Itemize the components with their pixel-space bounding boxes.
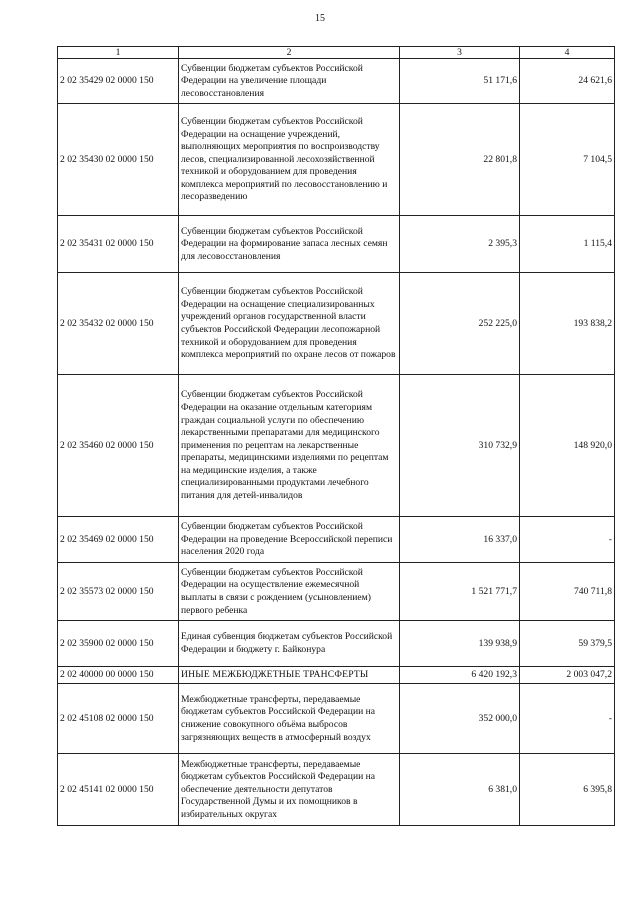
column-header-1: 1 — [58, 47, 179, 59]
value-col-3: 6 381,0 — [400, 754, 520, 826]
value-col-3: 139 938,9 — [400, 621, 520, 667]
budget-table — [57, 46, 615, 826]
table-row — [58, 621, 615, 667]
table-row — [58, 754, 615, 826]
column-header-4: 4 — [520, 47, 615, 59]
budget-code: 2 02 35430 02 0000 150 — [58, 104, 179, 216]
value-col-4: 7 104,5 — [520, 104, 615, 216]
value-col-3: 252 225,0 — [400, 273, 520, 375]
table-row — [58, 104, 615, 216]
budget-code: 2 02 35432 02 0000 150 — [58, 273, 179, 375]
item-name: Субвенции бюджетам субъектов Российской Федерации на осуществление ежемесячной выплаты в связи с рождением (усыновлением) первого ребенка — [179, 563, 400, 621]
section-row — [58, 667, 615, 684]
item-name: Межбюджетные трансферты, передаваемые бюджетам субъектов Российской Федерации на обеспечение деятельности депутатов Государственной Думы и их помощников в избирательных округах — [179, 754, 400, 826]
budget-code: 2 02 35900 02 0000 150 — [58, 621, 179, 667]
value-col-4: - — [520, 517, 615, 563]
value-col-3: 22 801,8 — [400, 104, 520, 216]
value-col-3: 352 000,0 — [400, 684, 520, 754]
budget-code: 2 02 35469 02 0000 150 — [58, 517, 179, 563]
item-name: Субвенции бюджетам субъектов Российской Федерации на оснащение учреждений, выполняющих мероприятия по воспроизводству лесов, специализированной лесохозяйственной техникой и оборудованием для проведения комплекса мероприятий по лесовосстановлению и лесоразведению — [179, 104, 400, 216]
budget-code: 2 02 35460 02 0000 150 — [58, 375, 179, 517]
item-name: Субвенции бюджетам субъектов Российской Федерации на оснащение специализированных учреждений органов государственной власти субъектов Российской Федерации лесопожарной техникой и оборудованием для проведения комплекса мероприятий по охране лесов от пожаров — [179, 273, 400, 375]
table-row — [58, 59, 615, 104]
table-row — [58, 684, 615, 754]
value-col-3: 51 171,6 — [400, 59, 520, 104]
value-col-4: 740 711,8 — [520, 563, 615, 621]
item-name: Субвенции бюджетам субъектов Российской Федерации на проведение Всероссийской переписи населения 2020 года — [179, 517, 400, 563]
table-row — [58, 563, 615, 621]
table-header-row — [58, 47, 615, 59]
value-col-3: 2 395,3 — [400, 216, 520, 273]
item-name: Межбюджетные трансферты, передаваемые бюджетам субъектов Российской Федерации на снижение совокупного объёма выбросов загрязняющих веществ в атмосферный воздух — [179, 684, 400, 754]
budget-code: 2 02 45141 02 0000 150 — [58, 754, 179, 826]
value-col-4: 148 920,0 — [520, 375, 615, 517]
value-col-4: 6 395,8 — [520, 754, 615, 826]
page-number: 15 — [315, 13, 325, 24]
value-col-4: 59 379,5 — [520, 621, 615, 667]
budget-code: 2 02 40000 00 0000 150 — [58, 667, 179, 684]
table-row — [58, 216, 615, 273]
table-row — [58, 375, 615, 517]
value-col-4: 24 621,6 — [520, 59, 615, 104]
value-col-4: 1 115,4 — [520, 216, 615, 273]
value-col-4: 193 838,2 — [520, 273, 615, 375]
value-col-3: 310 732,9 — [400, 375, 520, 517]
table-row — [58, 517, 615, 563]
budget-code: 2 02 35429 02 0000 150 — [58, 59, 179, 104]
value-col-3: 6 420 192,3 — [400, 667, 520, 684]
section-title: ИНЫЕ МЕЖБЮДЖЕТНЫЕ ТРАНСФЕРТЫ — [179, 667, 400, 684]
item-name: Субвенции бюджетам субъектов Российской Федерации на формирование запаса лесных семян для лесовосстановления — [179, 216, 400, 273]
item-name: Субвенции бюджетам субъектов Российской Федерации на увеличение площади лесовосстановления — [179, 59, 400, 104]
column-header-3: 3 — [400, 47, 520, 59]
item-name: Субвенции бюджетам субъектов Российской Федерации на оказание отдельным категориям граждан социальной услуги по обеспечению лекарственными препаратами для медицинского применения по рецептам на лекарственные препараты, медицинскими изделиями по рецептам на медицинские изделия, а также специализированными продуктами лечебного питания для детей-инвалидов — [179, 375, 400, 517]
column-header-2: 2 — [179, 47, 400, 59]
item-name: Единая субвенция бюджетам субъектов Российской Федерации и бюджету г. Байконура — [179, 621, 400, 667]
budget-code: 2 02 45108 02 0000 150 — [58, 684, 179, 754]
value-col-4: - — [520, 684, 615, 754]
value-col-3: 16 337,0 — [400, 517, 520, 563]
value-col-4: 2 003 047,2 — [520, 667, 615, 684]
table-row — [58, 273, 615, 375]
budget-code: 2 02 35573 02 0000 150 — [58, 563, 179, 621]
value-col-3: 1 521 771,7 — [400, 563, 520, 621]
budget-code: 2 02 35431 02 0000 150 — [58, 216, 179, 273]
